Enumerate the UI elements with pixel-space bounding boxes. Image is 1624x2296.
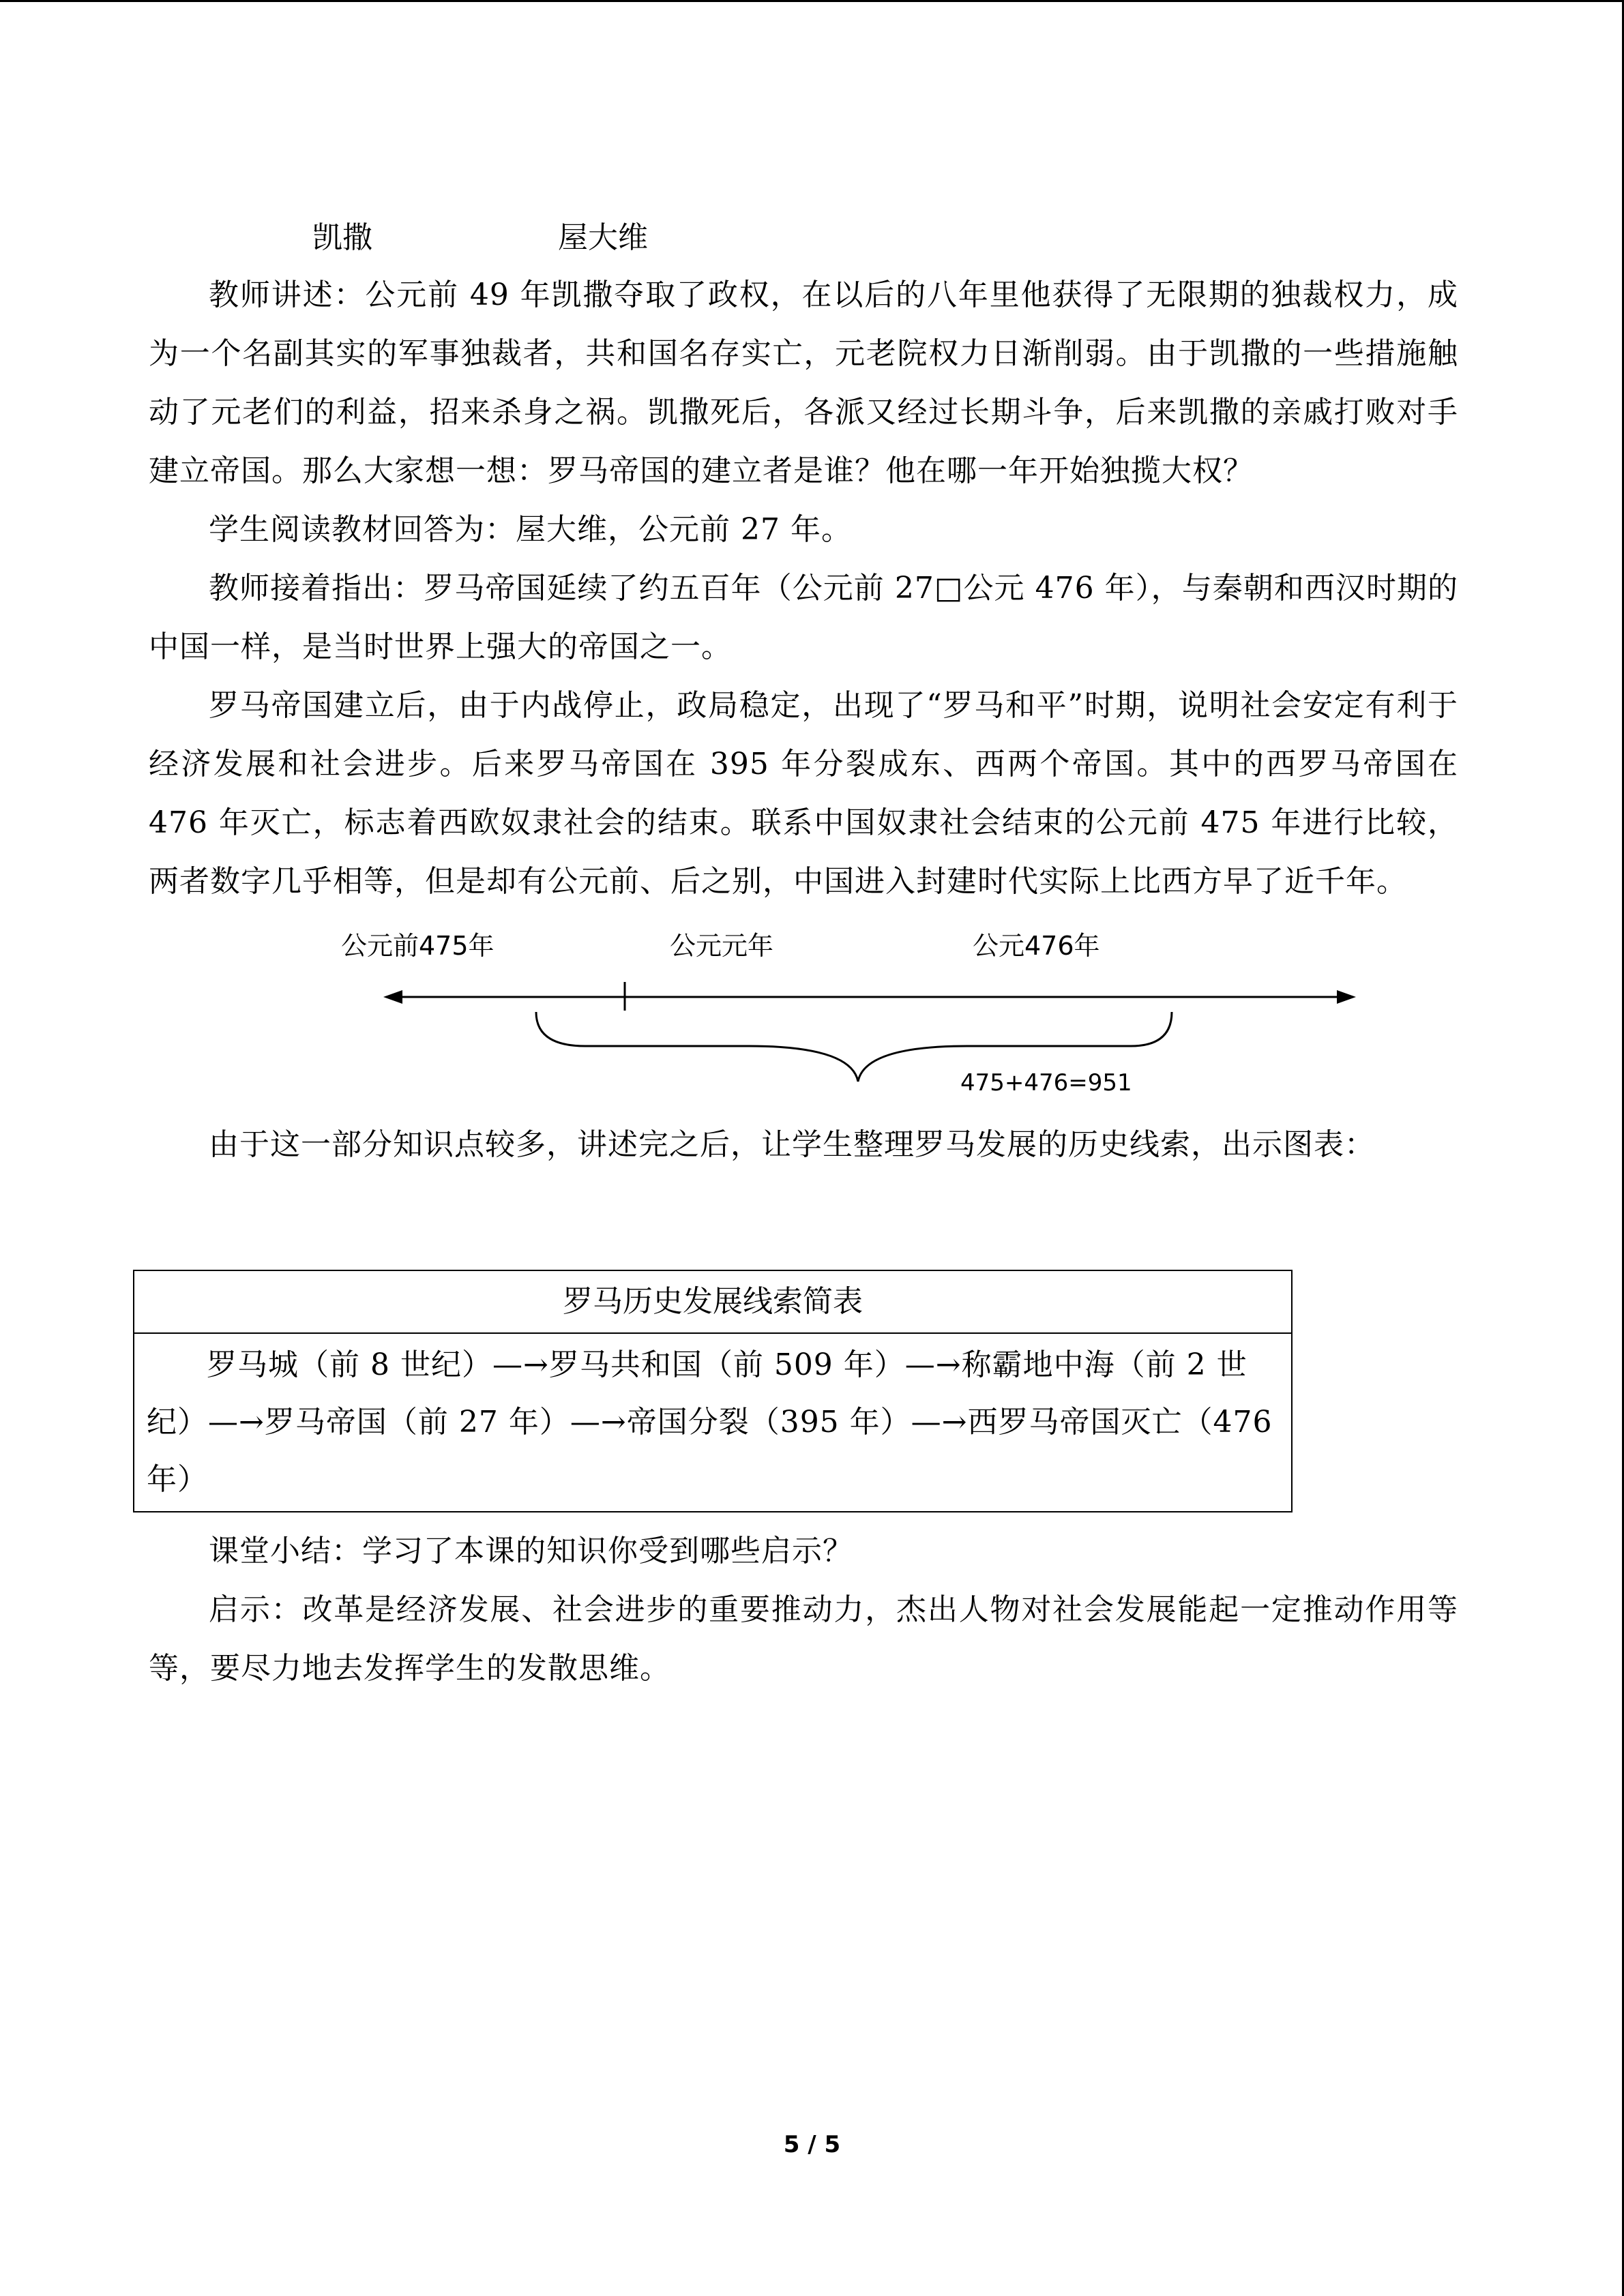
page-number: 5 / 5 bbox=[783, 2131, 841, 2158]
summary-question: 课堂小结：学习了本课的知识你受到哪些启示？ bbox=[209, 1534, 853, 1568]
timeline-sum: 475+476=951 bbox=[960, 1069, 1132, 1097]
timeline-axis-arrow bbox=[383, 990, 1356, 1004]
paragraph-teacher-point: 教师接着指出：罗马帝国延续了约五百年（公元前 27□公元 476 年），与秦朝和西汉时期的中国一样，是当时世界上强大的帝国之一。 bbox=[149, 571, 1458, 664]
paragraph-roman-empire: 罗马帝国建立后，由于内战停止，政局稳定，出现了“罗马和平”时期，说明社会安定有利于经济发展和社会进步。后来罗马帝国在 395 年分裂成东、西两个帝国。其中的西罗马帝国在 476 年灭亡，标志着西欧奴隶社会的结束。联系中国奴隶社会结束的公元前 475 年进行比较，两者数字几乎相等，但是却有公元前、后之别，中国进入封建时代实际上比西方早了近千年。 bbox=[149, 688, 1458, 899]
timeline-label-476ad: 公元476年 bbox=[973, 931, 1100, 961]
page-top-border bbox=[0, 0, 1624, 2]
timeline-diagram bbox=[149, 911, 1458, 1116]
timeline-label-year-one: 公元元年 bbox=[670, 931, 774, 961]
timeline-label-475bc: 公元前475年 bbox=[341, 931, 494, 961]
paragraph-teacher-narration: 教师讲述：公元前 49 年凯撒夺取了政权，在以后的八年里他获得了无限期的独裁权力，成为一个名副其实的军事独裁者，共和国名存实亡，元老院权力日渐削弱。由于凯撒的一些措施触动了元老们的利益，招来杀身之祸。凯撒死后，各派又经过长期斗争，后来凯撒的亲戚打败对手建立帝国。那么大家想一想：罗马帝国的建立者是谁？他在哪一年开始独揽大权？ bbox=[149, 278, 1458, 488]
paragraph-table-intro: 由于这一部分知识点较多，讲述完之后，让学生整理罗马发展的历史线索，出示图表： bbox=[209, 1127, 1375, 1162]
table-content: 罗马城（前 8 世纪）—→罗马共和国（前 509 年）—→称霸地中海（前 2 世纪）—→罗马帝国（前 27 年）—→帝国分裂（395 年）—→西罗马帝国灭亡（476 年） bbox=[147, 1347, 1273, 1497]
document-body bbox=[149, 205, 1458, 1174]
timeline-graphic bbox=[149, 911, 1458, 1116]
table-title: 罗马历史发展线索简表 bbox=[134, 1271, 1291, 1334]
paragraph-student-answer: 学生阅读教材回答为：屋大维，公元前 27 年。 bbox=[209, 512, 852, 547]
summary-section bbox=[149, 1522, 1458, 1698]
summary-answer: 启示：改革是经济发展、社会进步的重要推动力，杰出人物对社会发展能起一定推动作用等等，要尽力地去发挥学生的发散思维。 bbox=[149, 1592, 1458, 1686]
name-octavian: 屋大维 bbox=[558, 220, 648, 255]
name-caesar: 凯撒 bbox=[312, 220, 372, 255]
names-row bbox=[149, 205, 1458, 266]
roman-history-table bbox=[133, 1270, 1293, 1512]
